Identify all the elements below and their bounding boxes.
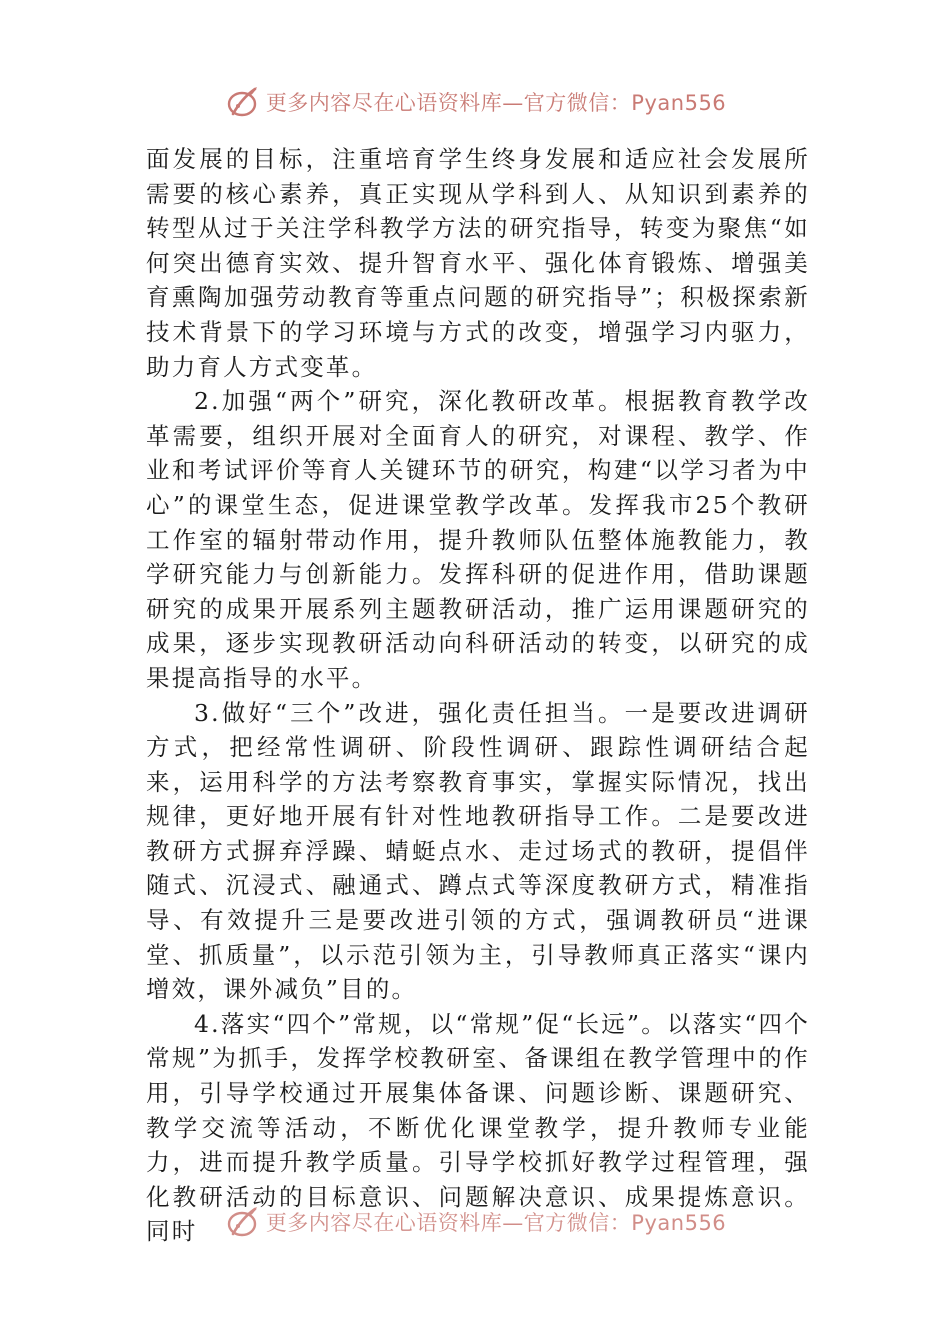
watermark-footer [0, 1202, 950, 1242]
watermark-text: 更多内容尽在心语资料库—官方微信：Pyan556 [265, 1211, 727, 1235]
paragraph-item-3: 3.做好“三个”改进，强化责任担当。一是要改进调研方式，把经常性调研、阶段性调研、跟踪性调研结合起来，运用科学的方法考察教育事实，掌握实际情况，找出规律，更好地开展有针对性地教研指导工作。二是要改进教研方式摒弃浮躁、蜻蜓点水、走过场式的教研，提倡伴随式、沉浸式、融通式、蹲点式等深度教研方式，精准指导、有效提升三是要改进引领的方式，强调教研员“进课堂、抓质量”，以示范引领为主，引导教师真正落实“课内增效，课外减负”目的。 [146, 698, 810, 1004]
paragraph-continuation: 面发展的目标，注重培育学生终身发展和适应社会发展所需要的核心素养，真正实现从学科到人、从知识到素养的转型从过于关注学科教学方法的研究指导，转变为聚焦“如何突出德育实效、提升智育水平、强化体育锻炼、增强美育熏陶加强劳动教育等重点问题的研究指导”；积极探索新技术背景下的学习环境与方式的改变，增强学习内驱力，助力育人方式变革。 [146, 145, 810, 381]
watermark-text: 更多内容尽在心语资料库—官方微信：Pyan556 [265, 91, 727, 115]
document-body [146, 142, 810, 1249]
watermark-header [0, 82, 950, 122]
quill-logo-icon [224, 1204, 260, 1240]
paragraph-item-4: 4.落实“四个”常规，以“常规”促“长远”。以落实“四个常规”为抓手，发挥学校教研室、备课组在教学管理中的作用，引导学校通过开展集体备课、问题诊断、课题研究、教学交流等活动，不断优化课堂教学，提升教师专业能力，进而提升教学质量。引导学校抓好教学过程管理，强化教研活动的目标意识、问题解决意识、成果提炼意识。同时 [146, 1009, 810, 1246]
paragraph-item-2: 2.加强“两个”研究，深化教研改革。根据教育教学改革需要，组织开展对全面育人的研究，对课程、教学、作业和考试评价等育人关键环节的研究，构建“以学习者为中心”的课堂生态，促进课堂教学改革。发挥我市25个教研工作室的辐射带动作用，提升教师队伍整体施教能力，教学研究能力与创新能力。发挥科研的促进作用，借助课题研究的成果开展系列主题教研活动，推广运用课题研究的成果，逐步实现教研活动向科研活动的转变，以研究的成果提高指导的水平。 [146, 387, 810, 692]
quill-logo-icon [224, 84, 260, 120]
